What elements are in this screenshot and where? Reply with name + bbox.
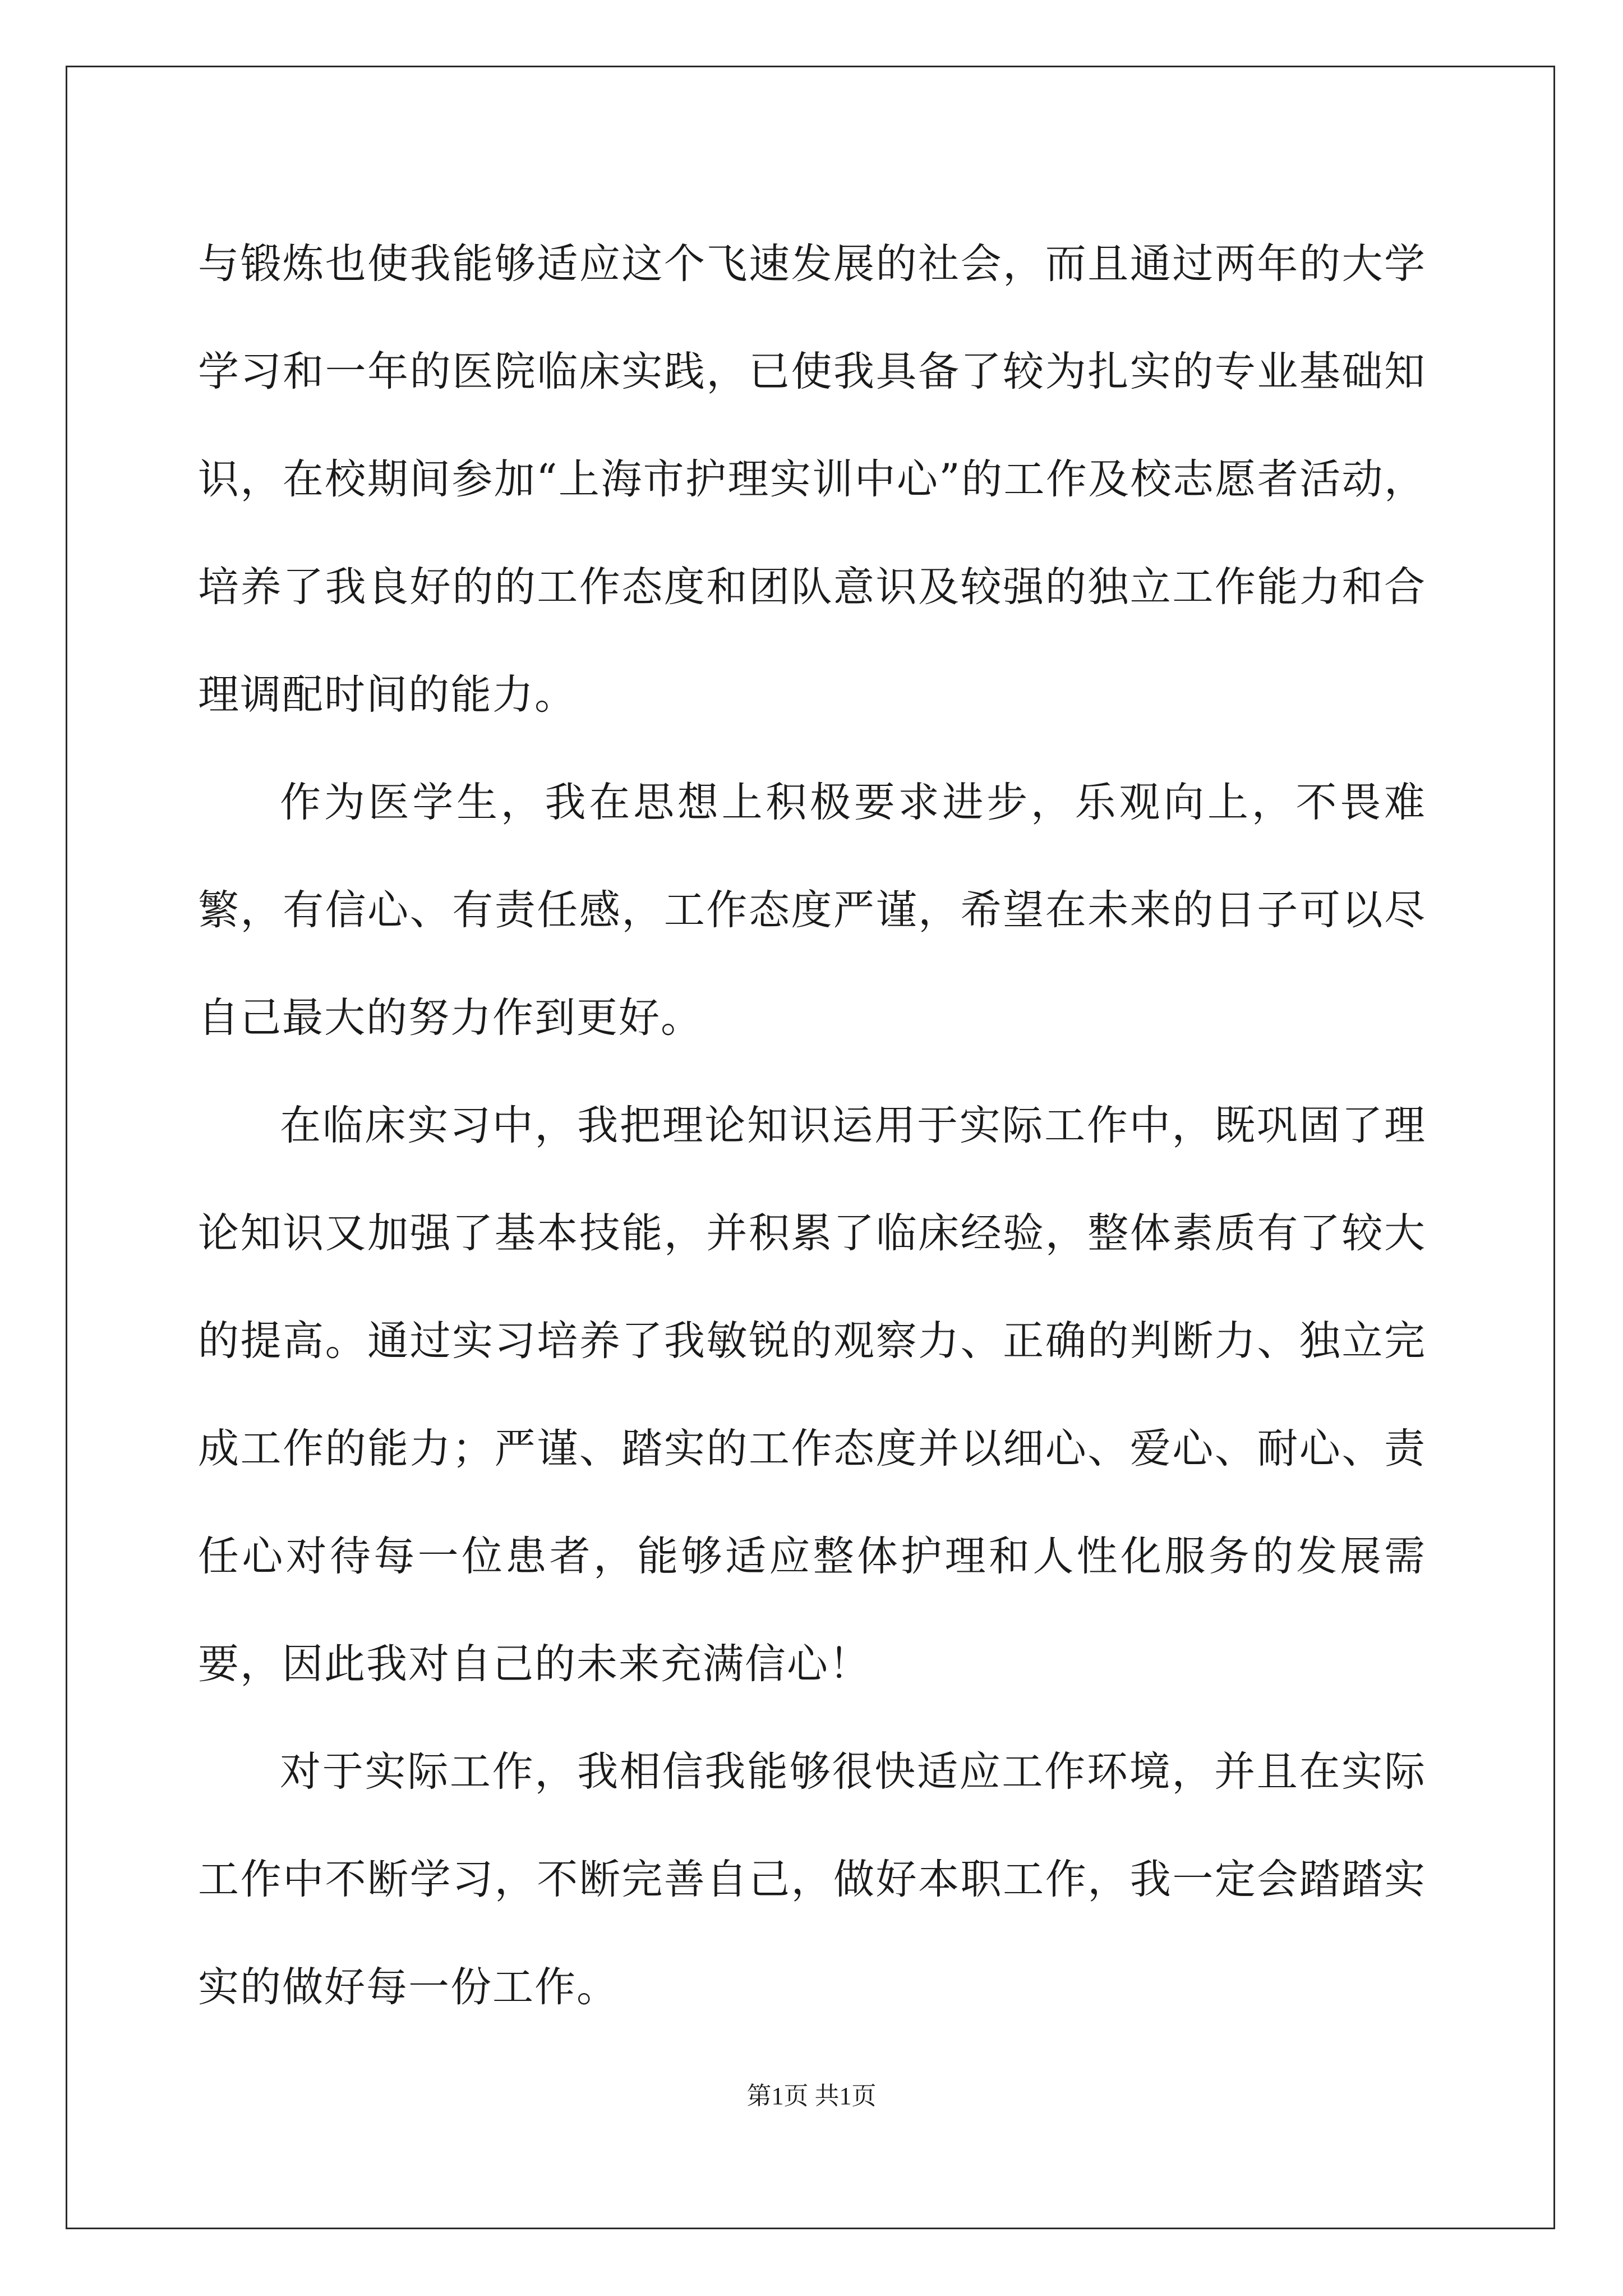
paragraph-continuation: 与锻炼也使我能够适应这个飞速发展的社会，而且通过两年的大学学习和一年的医院临床实践，已使我具备了较为扎实的专业基础知识，在校期间参加“上海市护理实训中心”的工作及校志愿者活动，培养了我良好的的工作态度和团队意识及较强的独立工作能力和合理调配时间的能力。 [198, 240, 1426, 719]
paragraph-medical-student: 作为医学生，我在思想上积极要求进步，乐观向上，不畏难繁，有信心、有责任感，工作态度严谨，希望在未来的日子可以尽自己最大的努力作到更好。 [198, 779, 1426, 1042]
paragraph-clinical-internship: 在临床实习中，我把理论知识运用于实际工作中，既巩固了理论知识又加强了基本技能，并积累了临床经验，整体素质有了较大的提高。通过实习培养了我敏锐的观察力、正确的判断力、独立完成工作的能力；严谨、踏实的工作态度并以细心、爱心、耐心、责任心对待每一位患者，能够适应整体护理和人性化服务的发展需要，因此我对自己的未来充满信心！ [198, 1102, 1426, 1688]
page-number-footer: 第1页 共1页 [746, 2082, 877, 2110]
paragraph-actual-work: 对于实际工作，我相信我能够很快适应工作环境，并且在实际工作中不断学习，不断完善自己，做好本职工作，我一定会踏踏实实的做好每一份工作。 [198, 1748, 1426, 2011]
document-body [198, 210, 1426, 2041]
